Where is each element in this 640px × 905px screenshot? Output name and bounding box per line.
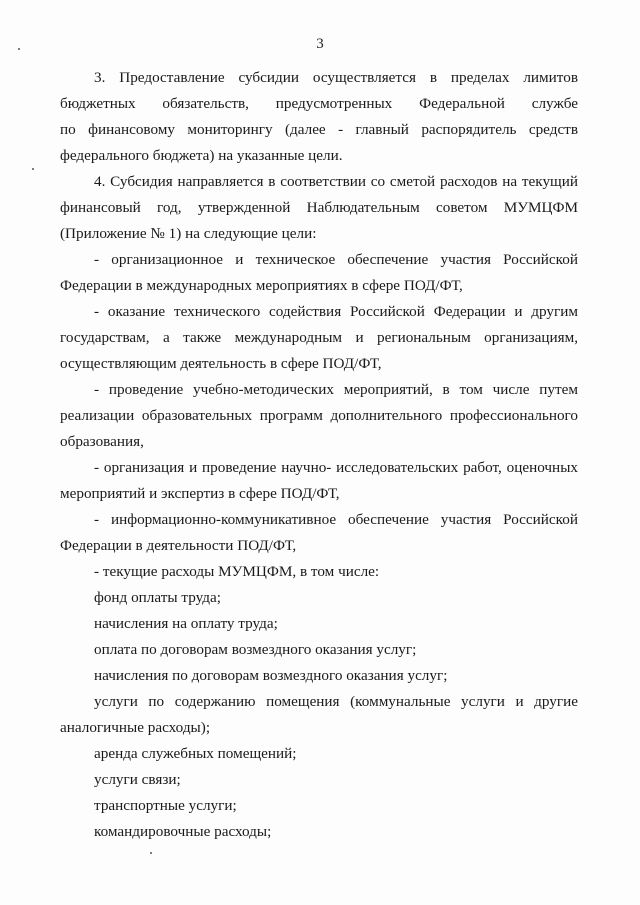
page-number: 3: [316, 36, 324, 52]
expense-intro: - текущие расходы МУМЦФМ, в том числе:: [94, 563, 380, 580]
expense-item: командировочные расходы;: [94, 823, 272, 840]
paragraph-subsidy-provision: [60, 65, 578, 169]
text-line: образования,: [60, 433, 144, 450]
expense-item-utilities: [60, 689, 578, 741]
text-line: бюджетных обязательств, предусмотренных Федеральной службе: [60, 95, 578, 112]
text-line: - организация и проведение научно- исследовательских работ, оценочных: [94, 459, 578, 476]
text-line: осуществляющим деятельность в сфере ПОД/ФТ,: [60, 355, 382, 372]
scan-speck: [150, 852, 152, 854]
text-line: услуги по содержанию помещения (коммунальные услуги и другие: [94, 693, 578, 710]
text-line: Федерации в международных мероприятиях в сфере ПОД/ФТ,: [60, 277, 463, 294]
expense-item: транспортные услуги;: [94, 797, 237, 814]
text-line: 3. Предоставление субсидии осуществляется в пределах лимитов: [94, 69, 578, 86]
expense-item: начисления по договорам возмездного оказания услуг;: [94, 667, 448, 684]
purpose-item-information-support: [60, 507, 578, 559]
scan-speck: [32, 168, 34, 170]
text-line: по финансовому мониторингу (далее - главный распорядитель средств: [60, 121, 578, 138]
purpose-item-technical-assistance: [60, 299, 578, 377]
expense-item: оплата по договорам возмездного оказания услуг;: [94, 641, 417, 658]
text-line: - организационное и техническое обеспечение участия Российской: [94, 251, 578, 268]
text-line: аналогичные расходы);: [60, 719, 211, 736]
purpose-item-research-work: [60, 455, 578, 507]
text-line: государствам, а также международным и региональным организациям,: [60, 329, 578, 346]
text-line: федерального бюджета) на указанные цели.: [60, 147, 343, 164]
text-line: реализации образовательных программ дополнительного профессионального: [60, 407, 578, 424]
text-line: финансовый год, утвержденной Наблюдательным советом МУМЦФМ: [60, 199, 578, 216]
text-line: (Приложение № 1) на следующие цели:: [60, 225, 317, 242]
text-line: мероприятий и экспертиз в сфере ПОД/ФТ,: [60, 485, 340, 502]
expense-item: услуги связи;: [94, 771, 181, 788]
document-body: [60, 65, 578, 845]
text-line: - оказание технического содействия Российской Федерации и другим: [94, 303, 578, 320]
purpose-item-organizational-support: [60, 247, 578, 299]
paragraph-subsidy-purpose: [60, 169, 578, 247]
text-line: Федерации в деятельности ПОД/ФТ,: [60, 537, 297, 554]
expense-item: фонд оплаты труда;: [94, 589, 221, 606]
text-line: 4. Субсидия направляется в соответствии со сметой расходов на текущий: [94, 173, 578, 190]
text-line: - проведение учебно-методических мероприятий, в том числе путем: [94, 381, 578, 398]
purpose-item-training-events: [60, 377, 578, 455]
text-line: - информационно-коммуникативное обеспечение участия Российской: [94, 511, 578, 528]
expense-item: начисления на оплату труда;: [94, 615, 278, 632]
expense-item: аренда служебных помещений;: [94, 745, 297, 762]
